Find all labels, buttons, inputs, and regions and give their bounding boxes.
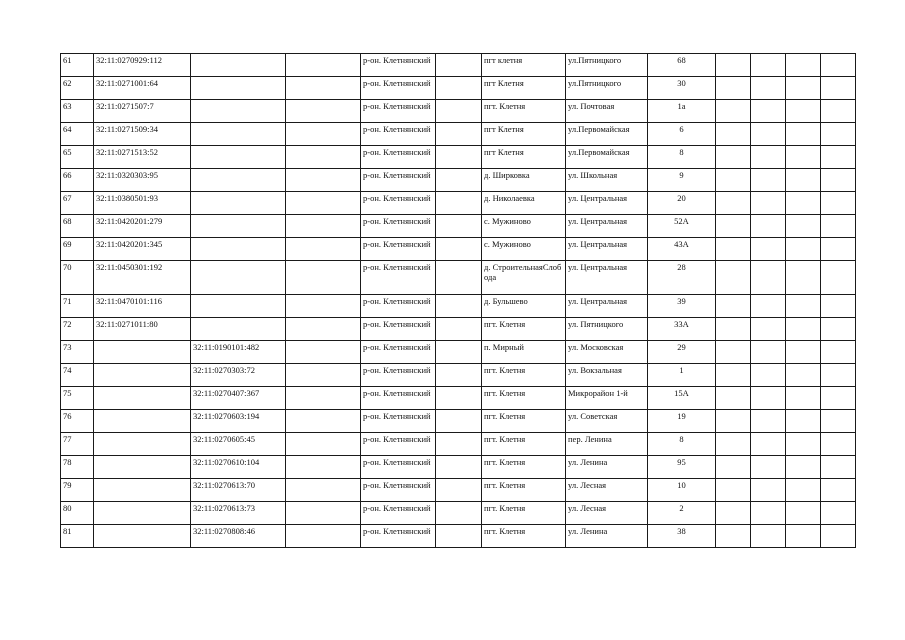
empty-cell	[751, 100, 786, 123]
empty-cell	[436, 146, 482, 169]
empty-cell	[786, 215, 821, 238]
street-cell: ул.Первомайская	[566, 123, 648, 146]
district-cell: р-он. Клетнянский	[361, 502, 436, 525]
empty-cell	[436, 215, 482, 238]
cadastral-number-alt-cell	[191, 169, 286, 192]
cadastral-number-cell: 32:11:0450301:192	[94, 261, 191, 295]
empty-cell	[286, 192, 361, 215]
house-number-cell: 9	[648, 169, 716, 192]
empty-cell	[716, 192, 751, 215]
empty-cell	[751, 456, 786, 479]
settlement-cell: с. Мужиново	[482, 215, 566, 238]
street-cell: ул. Ленина	[566, 456, 648, 479]
table-row	[61, 387, 856, 410]
empty-cell	[751, 261, 786, 295]
property-registry-table	[60, 53, 856, 548]
empty-cell	[436, 525, 482, 548]
empty-cell	[821, 525, 856, 548]
empty-cell	[786, 146, 821, 169]
district-cell: р-он. Клетнянский	[361, 525, 436, 548]
table-row	[61, 238, 856, 261]
street-cell: ул. Советская	[566, 410, 648, 433]
empty-cell	[786, 341, 821, 364]
empty-cell	[786, 77, 821, 100]
table-row	[61, 433, 856, 456]
empty-cell	[716, 456, 751, 479]
house-number-cell: 19	[648, 410, 716, 433]
empty-cell	[436, 341, 482, 364]
street-cell: ул.Пятницкого	[566, 54, 648, 77]
street-cell: ул. Пятницкого	[566, 318, 648, 341]
empty-cell	[716, 433, 751, 456]
cadastral-number-alt-cell: 32:11:0270303:72	[191, 364, 286, 387]
house-number-cell: 1	[648, 364, 716, 387]
empty-cell	[786, 192, 821, 215]
settlement-cell: д. Николаевка	[482, 192, 566, 215]
district-cell: р-он. Клетнянский	[361, 169, 436, 192]
empty-cell	[716, 410, 751, 433]
row-number-cell: 80	[61, 502, 94, 525]
house-number-cell: 95	[648, 456, 716, 479]
table-row	[61, 146, 856, 169]
empty-cell	[821, 387, 856, 410]
row-number-cell: 72	[61, 318, 94, 341]
house-number-cell: 20	[648, 192, 716, 215]
empty-cell	[436, 100, 482, 123]
cadastral-number-cell: 32:11:0380501:93	[94, 192, 191, 215]
empty-cell	[751, 502, 786, 525]
empty-cell	[716, 123, 751, 146]
empty-cell	[821, 123, 856, 146]
settlement-cell: пгт. Клетня	[482, 364, 566, 387]
settlement-cell: пгт. Клетня	[482, 479, 566, 502]
district-cell: р-он. Клетнянский	[361, 479, 436, 502]
table-row	[61, 341, 856, 364]
cadastral-number-alt-cell: 32:11:0270407:367	[191, 387, 286, 410]
empty-cell	[286, 410, 361, 433]
row-number-cell: 73	[61, 341, 94, 364]
settlement-cell: д. Ширковка	[482, 169, 566, 192]
empty-cell	[751, 215, 786, 238]
cadastral-number-cell: 32:11:0271509:34	[94, 123, 191, 146]
row-number-cell: 70	[61, 261, 94, 295]
cadastral-number-cell: 32:11:0420201:279	[94, 215, 191, 238]
table-row	[61, 215, 856, 238]
cadastral-number-alt-cell: 32:11:0270808:46	[191, 525, 286, 548]
table-row	[61, 525, 856, 548]
street-cell: ул. Лесная	[566, 479, 648, 502]
empty-cell	[436, 318, 482, 341]
empty-cell	[436, 192, 482, 215]
row-number-cell: 75	[61, 387, 94, 410]
cadastral-number-cell: 32:11:0470101:116	[94, 295, 191, 318]
empty-cell	[436, 456, 482, 479]
empty-cell	[821, 479, 856, 502]
cadastral-number-alt-cell: 32:11:0270603:194	[191, 410, 286, 433]
empty-cell	[286, 146, 361, 169]
cadastral-number-cell: 32:11:0320303:95	[94, 169, 191, 192]
row-number-cell: 69	[61, 238, 94, 261]
empty-cell	[716, 295, 751, 318]
district-cell: р-он. Клетнянский	[361, 364, 436, 387]
empty-cell	[821, 54, 856, 77]
district-cell: р-он. Клетнянский	[361, 387, 436, 410]
cadastral-number-alt-cell	[191, 123, 286, 146]
empty-cell	[716, 318, 751, 341]
house-number-cell: 43А	[648, 238, 716, 261]
empty-cell	[436, 77, 482, 100]
empty-cell	[716, 238, 751, 261]
house-number-cell: 10	[648, 479, 716, 502]
house-number-cell: 28	[648, 261, 716, 295]
empty-cell	[286, 100, 361, 123]
street-cell: ул. Вокзальная	[566, 364, 648, 387]
empty-cell	[716, 100, 751, 123]
settlement-cell: п. Мирный	[482, 341, 566, 364]
settlement-cell: пгт Клетня	[482, 77, 566, 100]
empty-cell	[716, 54, 751, 77]
row-number-cell: 74	[61, 364, 94, 387]
empty-cell	[751, 123, 786, 146]
settlement-cell: с. Мужиново	[482, 238, 566, 261]
empty-cell	[786, 295, 821, 318]
cadastral-number-alt-cell	[191, 100, 286, 123]
row-number-cell: 64	[61, 123, 94, 146]
cadastral-number-alt-cell	[191, 318, 286, 341]
house-number-cell: 2	[648, 502, 716, 525]
empty-cell	[786, 456, 821, 479]
empty-cell	[286, 433, 361, 456]
empty-cell	[716, 502, 751, 525]
table-row	[61, 364, 856, 387]
empty-cell	[436, 295, 482, 318]
empty-cell	[821, 318, 856, 341]
settlement-cell: пгт. Клетня	[482, 318, 566, 341]
cadastral-number-cell	[94, 410, 191, 433]
settlement-cell: пгт. Клетня	[482, 456, 566, 479]
empty-cell	[751, 54, 786, 77]
cadastral-number-alt-cell: 32:11:0270605:45	[191, 433, 286, 456]
table-row	[61, 77, 856, 100]
settlement-cell: пгт. Клетня	[482, 100, 566, 123]
house-number-cell: 8	[648, 433, 716, 456]
settlement-cell: д. СтроительнаяСлобода	[482, 261, 566, 295]
cadastral-number-cell	[94, 433, 191, 456]
empty-cell	[821, 410, 856, 433]
empty-cell	[286, 123, 361, 146]
empty-cell	[286, 261, 361, 295]
empty-cell	[751, 192, 786, 215]
cadastral-number-cell: 32:11:0271011:80	[94, 318, 191, 341]
cadastral-number-cell	[94, 364, 191, 387]
cadastral-number-cell	[94, 479, 191, 502]
empty-cell	[751, 77, 786, 100]
empty-cell	[716, 341, 751, 364]
cadastral-number-alt-cell	[191, 238, 286, 261]
house-number-cell: 39	[648, 295, 716, 318]
empty-cell	[786, 433, 821, 456]
empty-cell	[436, 54, 482, 77]
district-cell: р-он. Клетнянский	[361, 146, 436, 169]
cadastral-number-alt-cell: 32:11:0270613:70	[191, 479, 286, 502]
district-cell: р-он. Клетнянский	[361, 192, 436, 215]
empty-cell	[821, 238, 856, 261]
row-number-cell: 62	[61, 77, 94, 100]
cadastral-number-alt-cell: 32:11:0270610:104	[191, 456, 286, 479]
empty-cell	[286, 364, 361, 387]
cadastral-number-cell: 32:11:0420201:345	[94, 238, 191, 261]
empty-cell	[286, 54, 361, 77]
empty-cell	[716, 387, 751, 410]
empty-cell	[286, 525, 361, 548]
empty-cell	[286, 77, 361, 100]
district-cell: р-он. Клетнянский	[361, 215, 436, 238]
empty-cell	[821, 146, 856, 169]
empty-cell	[716, 169, 751, 192]
district-cell: р-он. Клетнянский	[361, 410, 436, 433]
table-row	[61, 261, 856, 295]
empty-cell	[716, 146, 751, 169]
settlement-cell: пгт. Клетня	[482, 387, 566, 410]
house-number-cell: 68	[648, 54, 716, 77]
cadastral-number-alt-cell	[191, 215, 286, 238]
cadastral-number-cell	[94, 456, 191, 479]
district-cell: р-он. Клетнянский	[361, 100, 436, 123]
empty-cell	[821, 192, 856, 215]
empty-cell	[821, 502, 856, 525]
empty-cell	[286, 456, 361, 479]
empty-cell	[436, 364, 482, 387]
empty-cell	[751, 433, 786, 456]
district-cell: р-он. Клетнянский	[361, 238, 436, 261]
empty-cell	[436, 123, 482, 146]
cadastral-number-cell	[94, 502, 191, 525]
empty-cell	[286, 387, 361, 410]
settlement-cell: д. Бульшево	[482, 295, 566, 318]
cadastral-number-cell: 32:11:0271513:52	[94, 146, 191, 169]
street-cell: ул. Центральная	[566, 261, 648, 295]
district-cell: р-он. Клетнянский	[361, 123, 436, 146]
table-row	[61, 123, 856, 146]
table-row	[61, 502, 856, 525]
cadastral-number-alt-cell	[191, 77, 286, 100]
empty-cell	[751, 479, 786, 502]
house-number-cell: 6	[648, 123, 716, 146]
cadastral-number-cell: 32:11:0271001:64	[94, 77, 191, 100]
house-number-cell: 52А	[648, 215, 716, 238]
empty-cell	[786, 364, 821, 387]
row-number-cell: 61	[61, 54, 94, 77]
row-number-cell: 71	[61, 295, 94, 318]
empty-cell	[436, 238, 482, 261]
empty-cell	[751, 169, 786, 192]
street-cell: ул. Школьная	[566, 169, 648, 192]
empty-cell	[821, 100, 856, 123]
row-number-cell: 79	[61, 479, 94, 502]
row-number-cell: 68	[61, 215, 94, 238]
district-cell: р-он. Клетнянский	[361, 261, 436, 295]
empty-cell	[286, 318, 361, 341]
empty-cell	[286, 238, 361, 261]
row-number-cell: 81	[61, 525, 94, 548]
cadastral-number-alt-cell: 32:11:0270613:73	[191, 502, 286, 525]
table-row	[61, 100, 856, 123]
street-cell: ул. Ленина	[566, 525, 648, 548]
empty-cell	[286, 169, 361, 192]
street-cell: ул. Лесная	[566, 502, 648, 525]
table-row	[61, 318, 856, 341]
cadastral-number-cell	[94, 341, 191, 364]
table-row	[61, 410, 856, 433]
cadastral-number-alt-cell	[191, 192, 286, 215]
row-number-cell: 63	[61, 100, 94, 123]
empty-cell	[436, 479, 482, 502]
cadastral-number-alt-cell	[191, 146, 286, 169]
cadastral-number-cell: 32:11:0271507:7	[94, 100, 191, 123]
empty-cell	[436, 433, 482, 456]
empty-cell	[751, 318, 786, 341]
cadastral-number-alt-cell	[191, 54, 286, 77]
empty-cell	[786, 100, 821, 123]
empty-cell	[436, 169, 482, 192]
empty-cell	[716, 364, 751, 387]
row-number-cell: 66	[61, 169, 94, 192]
cadastral-number-alt-cell	[191, 295, 286, 318]
empty-cell	[821, 456, 856, 479]
row-number-cell: 78	[61, 456, 94, 479]
cadastral-number-cell	[94, 525, 191, 548]
empty-cell	[786, 261, 821, 295]
settlement-cell: пгт. Клетня	[482, 433, 566, 456]
empty-cell	[821, 295, 856, 318]
empty-cell	[286, 215, 361, 238]
empty-cell	[786, 123, 821, 146]
table-row	[61, 169, 856, 192]
empty-cell	[821, 261, 856, 295]
cadastral-number-alt-cell	[191, 261, 286, 295]
empty-cell	[786, 169, 821, 192]
empty-cell	[786, 54, 821, 77]
registry-table-body	[61, 54, 856, 548]
empty-cell	[786, 318, 821, 341]
empty-cell	[821, 433, 856, 456]
empty-cell	[286, 502, 361, 525]
empty-cell	[786, 502, 821, 525]
empty-cell	[751, 387, 786, 410]
empty-cell	[786, 238, 821, 261]
empty-cell	[716, 479, 751, 502]
street-cell: ул. Центральная	[566, 295, 648, 318]
empty-cell	[786, 479, 821, 502]
empty-cell	[751, 238, 786, 261]
empty-cell	[716, 525, 751, 548]
house-number-cell: 15А	[648, 387, 716, 410]
house-number-cell: 30	[648, 77, 716, 100]
street-cell: ул.Пятницкого	[566, 77, 648, 100]
house-number-cell: 8	[648, 146, 716, 169]
table-row	[61, 479, 856, 502]
street-cell: ул. Центральная	[566, 238, 648, 261]
house-number-cell: 33А	[648, 318, 716, 341]
empty-cell	[786, 410, 821, 433]
table-row	[61, 295, 856, 318]
cadastral-number-cell	[94, 387, 191, 410]
house-number-cell: 38	[648, 525, 716, 548]
table-row	[61, 192, 856, 215]
settlement-cell: пгт. Клетня	[482, 525, 566, 548]
settlement-cell: пгт клетня	[482, 54, 566, 77]
street-cell: ул. Почтовая	[566, 100, 648, 123]
district-cell: р-он. Клетнянский	[361, 54, 436, 77]
empty-cell	[821, 77, 856, 100]
district-cell: р-он. Клетнянский	[361, 341, 436, 364]
street-cell: ул. Московская	[566, 341, 648, 364]
empty-cell	[821, 341, 856, 364]
house-number-cell: 1а	[648, 100, 716, 123]
empty-cell	[821, 215, 856, 238]
row-number-cell: 77	[61, 433, 94, 456]
settlement-cell: пгт Клетня	[482, 146, 566, 169]
settlement-cell: пгт. Клетня	[482, 502, 566, 525]
house-number-cell: 29	[648, 341, 716, 364]
district-cell: р-он. Клетнянский	[361, 295, 436, 318]
settlement-cell: пгт Клетня	[482, 123, 566, 146]
district-cell: р-он. Клетнянский	[361, 318, 436, 341]
empty-cell	[751, 341, 786, 364]
cadastral-number-cell: 32:11:0270929:112	[94, 54, 191, 77]
district-cell: р-он. Клетнянский	[361, 456, 436, 479]
empty-cell	[821, 169, 856, 192]
row-number-cell: 76	[61, 410, 94, 433]
empty-cell	[786, 525, 821, 548]
table-row	[61, 456, 856, 479]
district-cell: р-он. Клетнянский	[361, 77, 436, 100]
empty-cell	[716, 261, 751, 295]
empty-cell	[751, 525, 786, 548]
empty-cell	[751, 410, 786, 433]
empty-cell	[716, 215, 751, 238]
street-cell: ул.Первомайская	[566, 146, 648, 169]
row-number-cell: 65	[61, 146, 94, 169]
empty-cell	[751, 295, 786, 318]
empty-cell	[286, 479, 361, 502]
street-cell: Микрорайон 1-й	[566, 387, 648, 410]
empty-cell	[286, 295, 361, 318]
empty-cell	[286, 341, 361, 364]
empty-cell	[436, 502, 482, 525]
district-cell: р-он. Клетнянский	[361, 433, 436, 456]
empty-cell	[436, 261, 482, 295]
empty-cell	[436, 410, 482, 433]
empty-cell	[751, 364, 786, 387]
empty-cell	[716, 77, 751, 100]
row-number-cell: 67	[61, 192, 94, 215]
empty-cell	[821, 364, 856, 387]
street-cell: пер. Ленина	[566, 433, 648, 456]
settlement-cell: пгт. Клетня	[482, 410, 566, 433]
street-cell: ул. Центральная	[566, 215, 648, 238]
empty-cell	[751, 146, 786, 169]
street-cell: ул. Центральная	[566, 192, 648, 215]
table-row	[61, 54, 856, 77]
empty-cell	[436, 387, 482, 410]
cadastral-number-alt-cell: 32:11:0190101:482	[191, 341, 286, 364]
empty-cell	[786, 387, 821, 410]
